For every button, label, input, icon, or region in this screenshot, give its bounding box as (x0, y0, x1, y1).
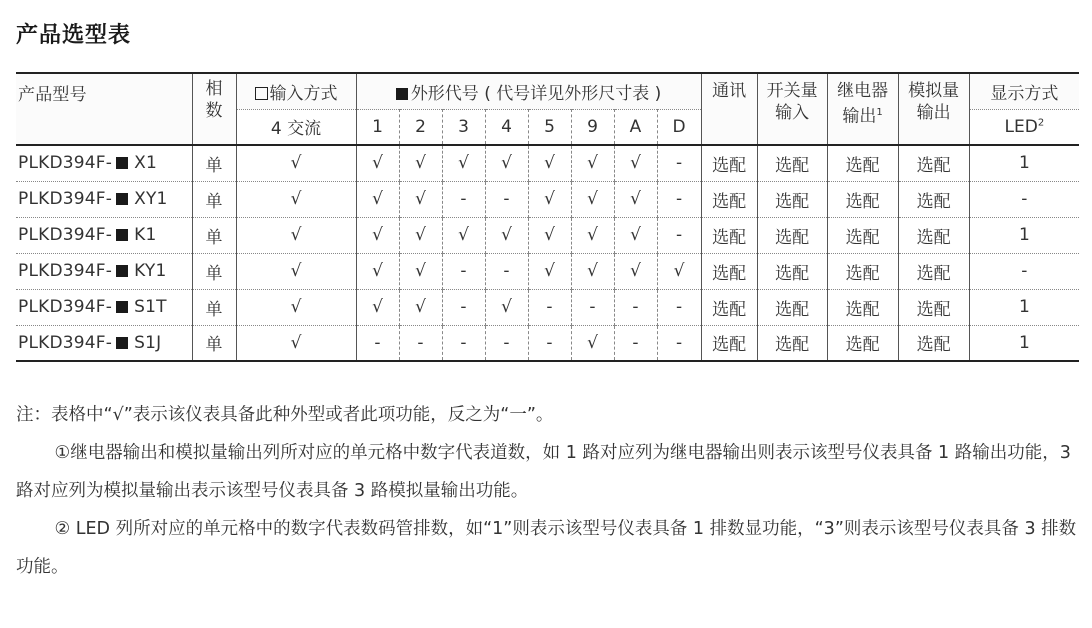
shape-cell: - (528, 325, 571, 361)
analog-output-cell: 选配 (898, 253, 969, 289)
switch-input-cell: 选配 (757, 325, 827, 361)
black-square-icon (116, 157, 128, 169)
shape-cell: √ (528, 145, 571, 181)
model-prefix: PLKD394F- (18, 153, 113, 174)
analog-output-cell: 选配 (898, 289, 969, 325)
shape-cell: - (657, 217, 701, 253)
shape-cell: √ (571, 217, 614, 253)
phase-cell: 单 (192, 289, 236, 325)
phase-cell: 单 (192, 325, 236, 361)
shape-cell: √ (399, 145, 442, 181)
table-row (16, 325, 1079, 361)
relay-output-cell: 选配 (827, 181, 898, 217)
relay-output-cell: 选配 (827, 217, 898, 253)
header-relay-output: 继电器输出$^1$ (827, 73, 898, 145)
black-square-icon (116, 301, 128, 313)
header-switch-input: 开关量输入 (757, 73, 827, 145)
model-suffix: S1J (134, 332, 162, 353)
shape-cell: √ (356, 217, 399, 253)
shape-code-4: 4 (485, 109, 528, 145)
header-display: 显示方式 (969, 73, 1079, 109)
shape-cell: √ (485, 217, 528, 253)
display-cell: 1 (969, 217, 1079, 253)
comm-cell: 选配 (701, 253, 757, 289)
model-cell (16, 217, 192, 253)
shape-cell: - (442, 253, 485, 289)
switch-input-cell: 选配 (757, 253, 827, 289)
shape-code-a: A (614, 109, 657, 145)
shape-cell: √ (528, 217, 571, 253)
shape-cell: - (399, 325, 442, 361)
analog-output-cell: 选配 (898, 145, 969, 181)
shape-cell: - (485, 253, 528, 289)
shape-cell: √ (614, 253, 657, 289)
model-prefix: PLKD394F- (18, 261, 113, 281)
note-2: ② LED 列所对应的单元格中的数字代表数码管排数，如“1”则表示该型号仪表具备 1 排数显功能，“3”则表示该型号仪表具备 3 排数功能。 (16, 519, 1077, 577)
shape-cell: √ (356, 145, 399, 181)
model-cell (16, 181, 192, 217)
model-cell (16, 145, 192, 181)
shape-cell: √ (485, 145, 528, 181)
shape-cell: √ (399, 181, 442, 217)
model-prefix: PLKD394F- (18, 225, 113, 245)
shape-cell: √ (442, 145, 485, 181)
note-1: ①继电器输出和模拟量输出列所对应的单元格中数字代表道数，如 1 路对应列为继电器输出则表示该型号仪表具备 1 路输出功能，3 路对应列为模拟量输出表示该型号仪表具备 3 路模拟量输出功能。 (16, 443, 1071, 501)
phase-cell: 单 (192, 217, 236, 253)
shape-cell: - (657, 145, 701, 181)
switch-input-cell: 选配 (757, 145, 827, 181)
shape-code-d: D (657, 109, 701, 145)
display-cell: 1 (969, 325, 1079, 361)
input-cell: √ (236, 253, 356, 289)
black-square-icon (116, 193, 128, 205)
input-cell: √ (236, 217, 356, 253)
shape-cell: √ (614, 181, 657, 217)
analog-output-cell: 选配 (898, 181, 969, 217)
shape-code-2: 2 (399, 109, 442, 145)
shape-cell: - (657, 325, 701, 361)
shape-code-1: 1 (356, 109, 399, 145)
product-selection-table (16, 72, 1079, 362)
shape-cell: - (528, 289, 571, 325)
model-suffix: S1T (134, 297, 167, 317)
header-input-method: 输入方式 (236, 73, 356, 109)
input-cell: √ (236, 145, 356, 181)
display-cell: 1 (969, 289, 1079, 325)
model-prefix: PLKD394F- (18, 189, 113, 209)
shape-cell: √ (356, 253, 399, 289)
display-cell: - (969, 253, 1079, 289)
shape-cell: √ (571, 145, 614, 181)
phase-cell: 单 (192, 253, 236, 289)
model-suffix: K1 (134, 225, 157, 245)
input-cell: √ (236, 289, 356, 325)
shape-cell: √ (356, 181, 399, 217)
display-cell: - (969, 181, 1079, 217)
shape-cell: √ (657, 253, 701, 289)
phase-cell: 单 (192, 145, 236, 181)
model-prefix: PLKD394F- (18, 332, 113, 353)
model-suffix: X1 (134, 153, 157, 174)
comm-cell: 选配 (701, 217, 757, 253)
header-model: 产品型号 (16, 73, 192, 145)
header-comm: 通讯 (701, 73, 757, 145)
shape-cell: - (442, 289, 485, 325)
shape-code-5: 5 (528, 109, 571, 145)
shape-cell: √ (571, 325, 614, 361)
shape-cell: √ (571, 253, 614, 289)
black-square-icon (116, 229, 128, 241)
shape-cell: √ (571, 181, 614, 217)
model-suffix: XY1 (134, 189, 168, 209)
relay-output-cell: 选配 (827, 289, 898, 325)
notes (16, 396, 1079, 586)
model-cell (16, 289, 192, 325)
display-cell: 1 (969, 145, 1079, 181)
input-cell: √ (236, 181, 356, 217)
shape-code-3: 3 (442, 109, 485, 145)
comm-cell: 选配 (701, 181, 757, 217)
table-row (16, 181, 1079, 217)
shape-cell: √ (528, 253, 571, 289)
table-row (16, 253, 1079, 289)
shape-cell: √ (528, 181, 571, 217)
switch-input-cell: 选配 (757, 289, 827, 325)
header-shape-code: 外形代号 ( 代号详见外形尺寸表 ) (356, 73, 701, 109)
model-cell (16, 325, 192, 361)
shape-cell: √ (614, 145, 657, 181)
header-display-sub: LED$^2$ (969, 109, 1079, 145)
shape-cell: - (571, 289, 614, 325)
shape-cell: - (614, 325, 657, 361)
comm-cell: 选配 (701, 145, 757, 181)
comm-cell: 选配 (701, 289, 757, 325)
model-suffix: KY1 (134, 261, 167, 281)
black-square-icon (116, 265, 128, 277)
analog-output-cell: 选配 (898, 325, 969, 361)
shape-cell: - (356, 325, 399, 361)
shape-cell: - (485, 181, 528, 217)
table-row (16, 289, 1079, 325)
black-square-icon (116, 337, 128, 349)
input-cell: √ (236, 325, 356, 361)
shape-cell: - (485, 325, 528, 361)
model-cell (16, 253, 192, 289)
relay-output-cell: 选配 (827, 253, 898, 289)
table-row (16, 217, 1079, 253)
header-input-sub: 4 交流 (236, 109, 356, 145)
comm-cell: 选配 (701, 325, 757, 361)
shape-cell: - (657, 181, 701, 217)
phase-cell: 单 (192, 181, 236, 217)
note-general: 注：表格中“√”表示该仪表具备此种外型或者此项功能，反之为“一”。 (16, 405, 554, 425)
header-phase: 相数 (192, 73, 236, 145)
shape-cell: √ (356, 289, 399, 325)
table-row (16, 145, 1079, 181)
relay-output-cell: 选配 (827, 145, 898, 181)
shape-cell: - (614, 289, 657, 325)
model-prefix: PLKD394F- (18, 297, 113, 317)
black-square-icon (396, 88, 408, 100)
switch-input-cell: 选配 (757, 181, 827, 217)
shape-cell: √ (614, 217, 657, 253)
header-analog-output: 模拟量输出 (898, 73, 969, 145)
shape-code-9: 9 (571, 109, 614, 145)
checkbox-symbol-icon (255, 87, 268, 100)
shape-cell: √ (399, 289, 442, 325)
page-title: 产品选型表 (16, 23, 132, 48)
shape-cell: √ (485, 289, 528, 325)
relay-output-cell: 选配 (827, 325, 898, 361)
shape-cell: - (442, 325, 485, 361)
shape-cell: √ (442, 217, 485, 253)
switch-input-cell: 选配 (757, 217, 827, 253)
shape-cell: √ (399, 217, 442, 253)
shape-cell: - (442, 181, 485, 217)
analog-output-cell: 选配 (898, 217, 969, 253)
shape-cell: - (657, 289, 701, 325)
shape-cell: √ (399, 253, 442, 289)
